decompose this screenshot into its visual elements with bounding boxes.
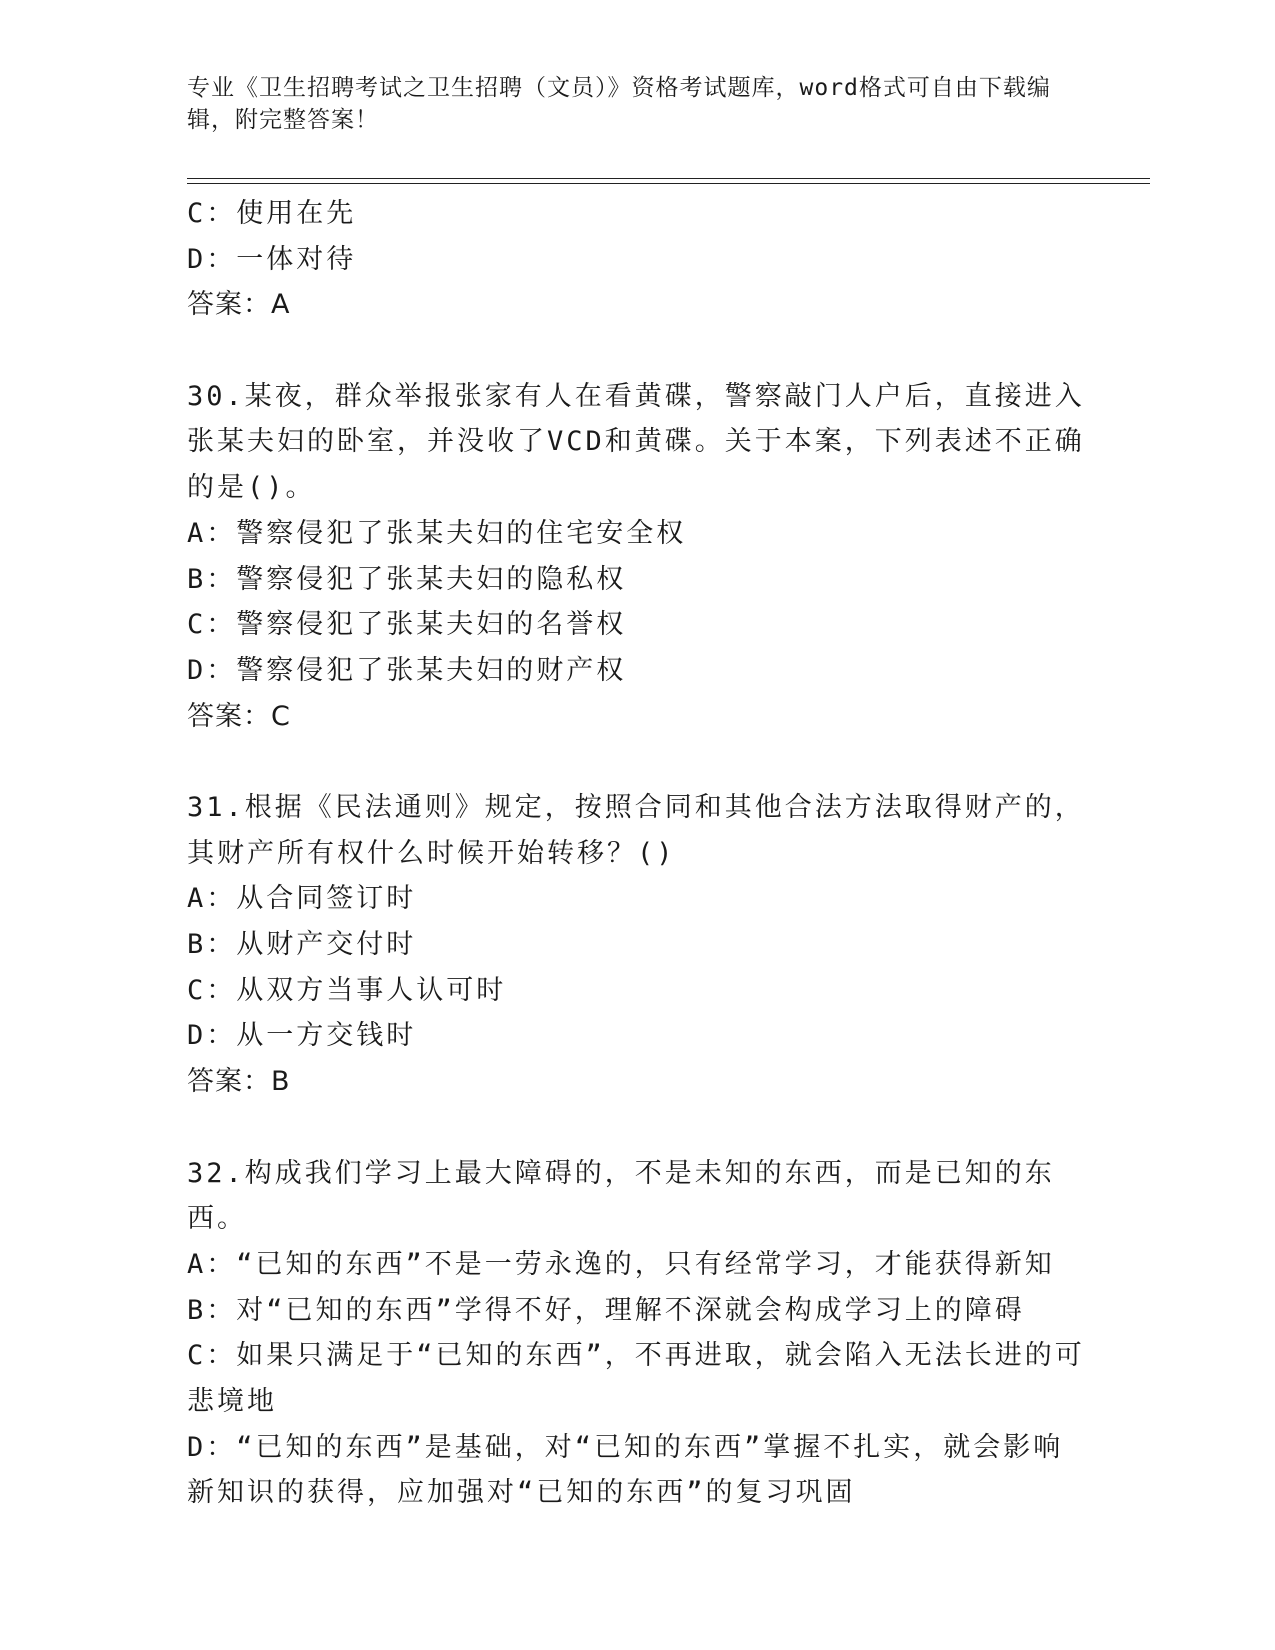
question-31 bbox=[187, 785, 1087, 1105]
option-b: B：从财产交付时 bbox=[187, 929, 417, 961]
spacer bbox=[187, 1105, 1087, 1151]
question-list bbox=[187, 191, 1087, 1516]
question-30 bbox=[187, 374, 1087, 740]
option-d: D：从一方交钱时 bbox=[187, 1020, 417, 1052]
option-a: A：“已知的东西”不是一劳永逸的，只有经常学习，才能获得新知 bbox=[187, 1248, 1055, 1280]
question-stem: 30.某夜，群众举报张家有人在看黄碟，警察敲门人户后，直接进入张某夫妇的卧室，并没收了VCD和黄碟。关于本案，下列表述不正确的是()。 bbox=[187, 380, 1085, 504]
option-c: C：从双方当事人认可时 bbox=[187, 974, 507, 1006]
option-c: C：如果只满足于“已知的东西”，不再进取，就会陷入无法长进的可悲境地 bbox=[187, 1340, 1085, 1418]
spacer bbox=[187, 328, 1087, 374]
answer-label: 答案：B bbox=[187, 1066, 291, 1098]
option-d: D：警察侵犯了张某夫妇的财产权 bbox=[187, 654, 627, 686]
option-d: D：“已知的东西”是基础，对“已知的东西”掌握不扎实，就会影响新知识的获得，应加强对“已知的东西”的复习巩固 bbox=[187, 1431, 1064, 1509]
header-rule-top bbox=[187, 178, 1150, 179]
document-header: 专业《卫生招聘考试之卫生招聘（文员）》资格考试题库，word格式可自由下载编辑，附完整答案！ bbox=[187, 75, 1051, 133]
spacer bbox=[187, 739, 1087, 785]
header-rule-bottom bbox=[187, 183, 1150, 184]
option-c: C：使用在先 bbox=[187, 198, 357, 229]
option-c: C：警察侵犯了张某夫妇的名誉权 bbox=[187, 609, 627, 641]
option-a: A：警察侵犯了张某夫妇的住宅安全权 bbox=[187, 517, 687, 549]
option-b: B：警察侵犯了张某夫妇的隐私权 bbox=[187, 563, 627, 595]
option-a: A：从合同签订时 bbox=[187, 883, 417, 915]
option-d: D：一体对待 bbox=[187, 243, 357, 275]
question-32 bbox=[187, 1151, 1087, 1517]
option-b: B：对“已知的东西”学得不好，理解不深就会构成学习上的障碍 bbox=[187, 1294, 1025, 1326]
answer-label: 答案：C bbox=[187, 700, 291, 732]
question-29-tail bbox=[187, 191, 1087, 328]
question-stem: 31.根据《民法通则》规定，按照合同和其他合法方法取得财产的，其财产所有权什么时候开始转移？() bbox=[187, 791, 1085, 869]
question-stem: 32.构成我们学习上最大障碍的，不是未知的东西，而是已知的东西。 bbox=[187, 1157, 1055, 1235]
answer-label: 答案：A bbox=[187, 289, 291, 321]
